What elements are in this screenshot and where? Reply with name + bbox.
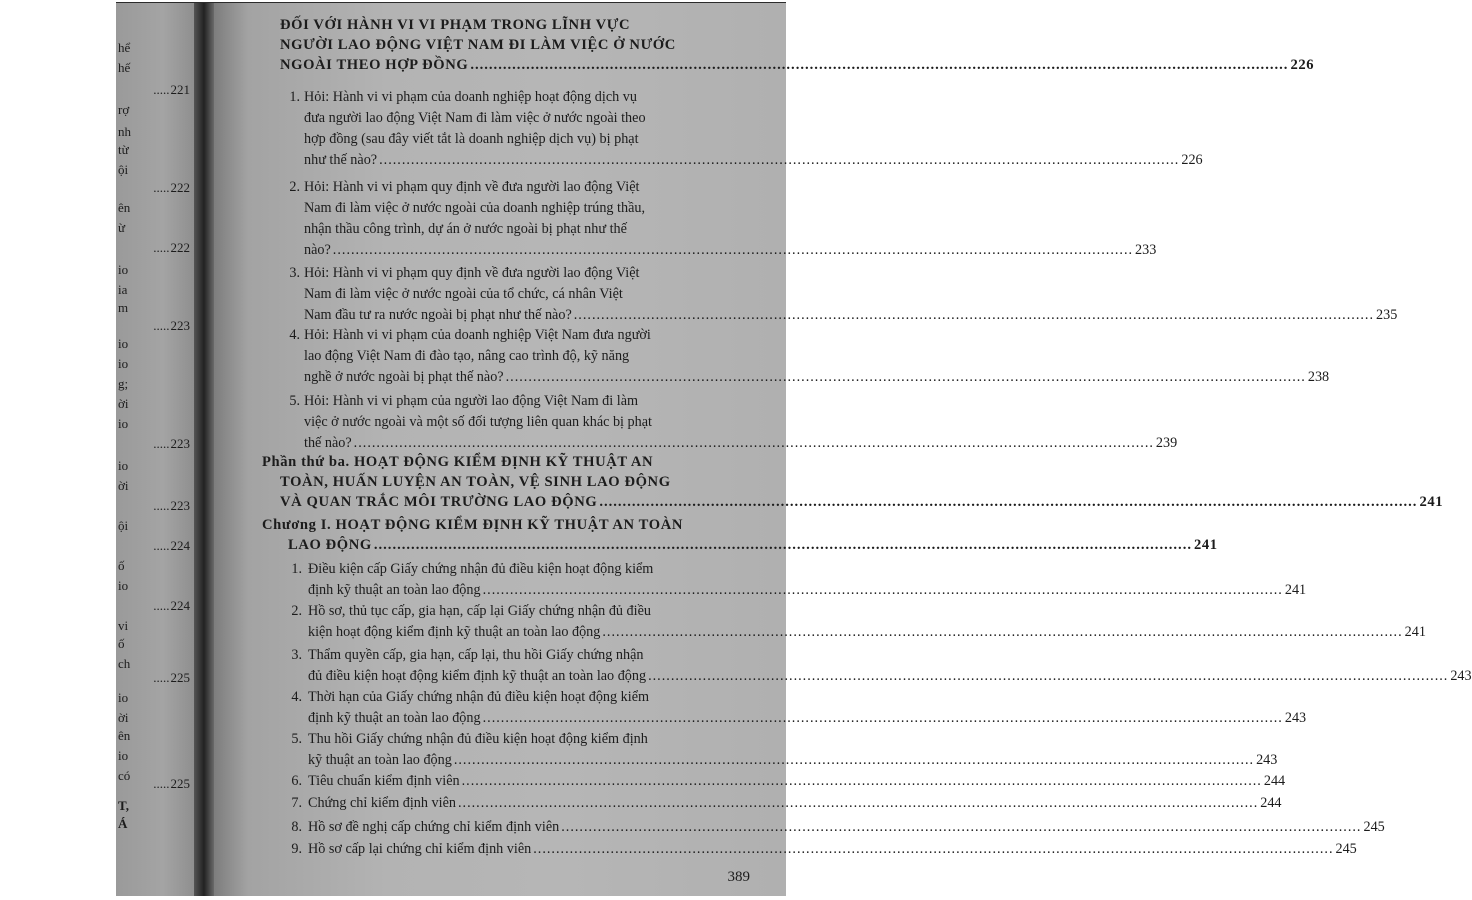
toc-entry-number: 5. [291,731,302,747]
page-ref: 238 [1307,369,1330,385]
left-page-fragment: io [118,356,129,371]
dot-leader [506,367,1306,388]
toc-entry-number: 6. [291,773,302,789]
toc-entry-line: Hồ sơ, thủ tục cấp, gia hạn, cấp lại Giấy chứng nhận đủ điều [308,603,651,619]
left-page-fragment: vi [118,618,129,633]
dot-leader [648,666,1448,687]
toc-entry-line: Hỏi: Hành vi vi phạm quy định về đưa người lao động Việt [304,265,640,281]
page-ref: 241 [1284,582,1307,598]
dot-leader [454,750,1254,771]
left-page-fragment: ời [118,710,129,725]
toc-entry-line: Thu hồi Giấy chứng nhận đủ điều kiện hoạt động kiểm định [308,731,648,747]
section-heading-line: ĐỐI VỚI HÀNH VI VI PHẠM TRONG LĨNH VỰC [280,17,631,33]
left-page-fragment: hế [118,60,131,75]
dot-leader [599,492,1417,512]
left-page-fragment: io [118,748,129,763]
left-page-fragment: io [118,262,129,277]
page-ref: 241 [1193,537,1218,553]
page-ref: 244 [1263,773,1286,789]
left-page-fragment: ố [118,558,125,573]
left-page-fragment: io [118,416,129,431]
left-page-fragment [116,671,190,685]
toc-entry-line: nào? [304,242,331,258]
left-page-fragment: io [118,578,129,593]
dot-leader: ..... [153,498,170,513]
left-page-fragment [116,777,190,791]
toc-entry-line: Hỏi: Hành vi vi phạm của doanh nghiệp hoạt động dịch vụ [304,89,637,105]
page-ref: 233 [1135,242,1157,258]
left-page-fragment: ời [118,478,129,493]
dot-leader [333,240,1133,261]
chapter-heading [262,515,1218,555]
left-page-fragment: ố [118,636,125,651]
dot-leader [602,622,1402,643]
left-page-ref: 223 [170,318,190,333]
left-page-fragment [116,539,190,553]
page-ref: 241 [1419,494,1444,510]
left-page-fragment: ên [118,728,131,743]
toc-entry-number: 5. [289,393,300,409]
page-ref: 226 [1181,152,1203,168]
toc-entry-line: nghề ở nước ngoài bị phạt thế nào? [304,369,504,385]
dot-leader [574,305,1374,326]
chapter-heading-line: Chương I. HOẠT ĐỘNG KIỂM ĐỊNH KỸ THUẬT AN TOÀN [262,517,683,533]
page-ref: 239 [1155,435,1178,451]
dot-leader: ..... [153,776,170,791]
toc-entry-line: Hỏi: Hành vi vi phạm của doanh nghiệp Việt Nam đưa người [304,327,651,343]
left-page-fragment: ội [118,518,129,533]
dot-leader [354,433,1154,454]
left-page-ref: 225 [170,776,190,791]
toc-entry-number: 2. [291,603,302,619]
toc-entry-line: lao động Việt Nam đi đào tạo, nâng cao trình độ, kỹ năng [304,348,630,364]
left-page-ref: 221 [170,82,190,97]
toc-entry-line: Thời hạn của Giấy chứng nhận đủ điều kiện hoạt động kiểm [308,689,650,705]
page-ref: 243 [1256,752,1278,768]
dot-leader [379,150,1179,171]
section-heading [280,15,1315,75]
part-heading [262,452,1444,512]
dot-leader: ..... [153,538,170,553]
dot-leader: ..... [153,180,170,195]
part-heading-line: Phần thứ ba. HOẠT ĐỘNG KIỂM ĐỊNH KỸ THUẬT AN [262,454,654,470]
left-page-fragment: ời [118,396,129,411]
section-heading-line: NGƯỜI LAO ĐỘNG VIỆT NAM ĐI LÀM VIỆC Ở NƯỚC [280,37,676,53]
toc-entry-line: Hồ sơ cấp lại chứng chỉ kiểm định viên [308,841,532,857]
toc-entry-line: Nam đi làm việc ở nước ngoài của doanh nghiệp trúng thầu, [304,200,646,216]
dot-leader [483,708,1283,729]
left-page-fragment: từ [118,142,129,157]
toc-entry-line: đủ điều kiện hoạt động kiểm định kỹ thuật an toàn lao động [308,668,647,684]
left-page-fragment: ch [118,656,131,671]
dot-leader [483,580,1283,601]
part-heading-line: TOÀN, HUẤN LUYỆN AN TOÀN, VỆ SINH LAO ĐỘNG [280,474,671,490]
page-ref: 243 [1450,668,1472,684]
toc-entry-number: 1. [291,561,302,577]
page-ref: 226 [1290,57,1315,73]
toc-entry-number: 9. [291,841,302,857]
toc-entry-number: 1. [289,89,300,105]
left-page-fragment: Á [118,816,128,831]
toc-entry-number: 3. [291,647,302,663]
section-heading-line: NGOÀI THEO HỢP ĐỒNG [280,57,469,73]
toc-entry-line: như thế nào? [304,152,378,168]
toc-entry-line: Tiêu chuẩn kiểm định viên [308,773,460,789]
page-ref: 235 [1376,307,1398,323]
dot-leader [374,535,1192,555]
toc-entry-number: 3. [289,265,300,281]
toc-entry-line: Hồ sơ đề nghị cấp chứng chỉ kiểm định viên [308,819,560,835]
left-page-fragment [116,241,190,255]
toc-entry-line: Thẩm quyền cấp, gia hạn, cấp lại, thu hồi Giấy chứng nhận [308,647,644,663]
book-gutter [194,3,214,896]
left-page-ref: 225 [170,670,190,685]
toc-entry-number: 8. [291,819,302,835]
toc-entry-line: Nam đầu tư ra nước ngoài bị phạt như thế nào? [304,307,572,323]
left-page-ref: 223 [170,436,190,451]
toc-entry-line: nhận thầu công trình, dự án ở nước ngoài bị phạt như thế [304,221,627,237]
left-page-fragment: T, [118,798,129,813]
toc-entry-line: kiện hoạt động kiểm định kỹ thuật an toàn lao động [308,624,601,640]
dot-leader [462,771,1262,792]
toc-entry-line: định kỹ thuật an toàn lao động [308,582,481,598]
dot-leader [533,839,1333,860]
dot-leader: ..... [153,598,170,613]
left-page-fragment: ừ [118,220,126,235]
left-page-fragment [116,83,190,97]
left-page-fragment [116,319,190,333]
left-page-ref: 224 [170,538,190,553]
page-ref: 241 [1404,624,1426,640]
left-page-fragment [116,437,190,451]
right-page [214,3,1472,896]
left-page-fragment: nh [118,124,131,139]
toc-entry-line: Điều kiện cấp Giấy chứng nhận đủ điều kiện hoạt động kiểm [308,561,654,577]
left-page-ref: 222 [170,180,190,195]
toc-entry-number: 7. [291,795,302,811]
left-page [116,3,194,896]
toc-entry-line: hợp đồng (sau đây viết tắt là doanh nghiệp dịch vụ) bị phạt [304,131,639,147]
left-page-fragment: rợ [118,102,130,117]
toc-entry-number: 2. [289,179,300,195]
left-page-ref: 223 [170,498,190,513]
part-heading-line: VÀ QUAN TRẮC MÔI TRƯỜNG LAO ĐỘNG [280,494,598,510]
left-page-fragment: g; [118,376,129,391]
toc-entry-line: Nam đi làm việc ở nước ngoài của tổ chức, cá nhân Việt [304,286,623,302]
toc-entry-number: 4. [291,689,302,705]
dot-leader [458,793,1258,814]
left-page-ref: 222 [170,240,190,255]
left-page-fragment: ia [118,282,128,297]
left-page-fragment: io [118,336,129,351]
page-ref: 245 [1335,841,1357,857]
dot-leader: ..... [153,240,170,255]
left-page-fragment: ên [118,200,131,215]
toc-entry-line: Hỏi: Hành vi vi phạm quy định về đưa người lao động Việt [304,179,640,195]
left-page-fragment: hể [118,40,131,55]
left-page-fragment: có [118,768,131,783]
page-ref: 245 [1363,819,1385,835]
dot-leader: ..... [153,436,170,451]
dot-leader: ..... [153,82,170,97]
dot-leader [470,55,1288,75]
toc-entry-line: Chứng chỉ kiểm định viên [308,795,456,811]
dot-leader: ..... [153,318,170,333]
page-ref: 243 [1284,710,1307,726]
toc-entry-line: định kỹ thuật an toàn lao động [308,710,481,726]
chapter-heading-line: LAO ĐỘNG [288,537,372,553]
left-page-fragment: io [118,458,129,473]
toc-entry-line: kỹ thuật an toàn lao động [308,752,452,768]
toc-entry-line: thế nào? [304,435,352,451]
toc-entry-number: 4. [289,327,300,343]
page-ref: 244 [1260,795,1282,811]
toc-entry-line: việc ở nước ngoài và một số đối tượng liên quan khác bị phạt [304,414,652,430]
left-page-fragment [116,599,190,613]
left-page-fragment: m [118,300,129,315]
left-page-ref: 224 [170,598,190,613]
left-page-fragment: ội [118,162,129,177]
toc-entry-line: Hỏi: Hành vi vi phạm của người lao động Việt Nam đi làm [304,393,639,409]
dot-leader [561,817,1361,838]
toc-entry-line: đưa người lao động Việt Nam đi làm việc ở nước ngoài theo [304,110,646,126]
left-page-fragment: io [118,690,129,705]
page-number: 389 [727,869,750,885]
dot-leader: ..... [153,670,170,685]
left-page-fragment [116,499,190,513]
left-page-fragment [116,181,190,195]
